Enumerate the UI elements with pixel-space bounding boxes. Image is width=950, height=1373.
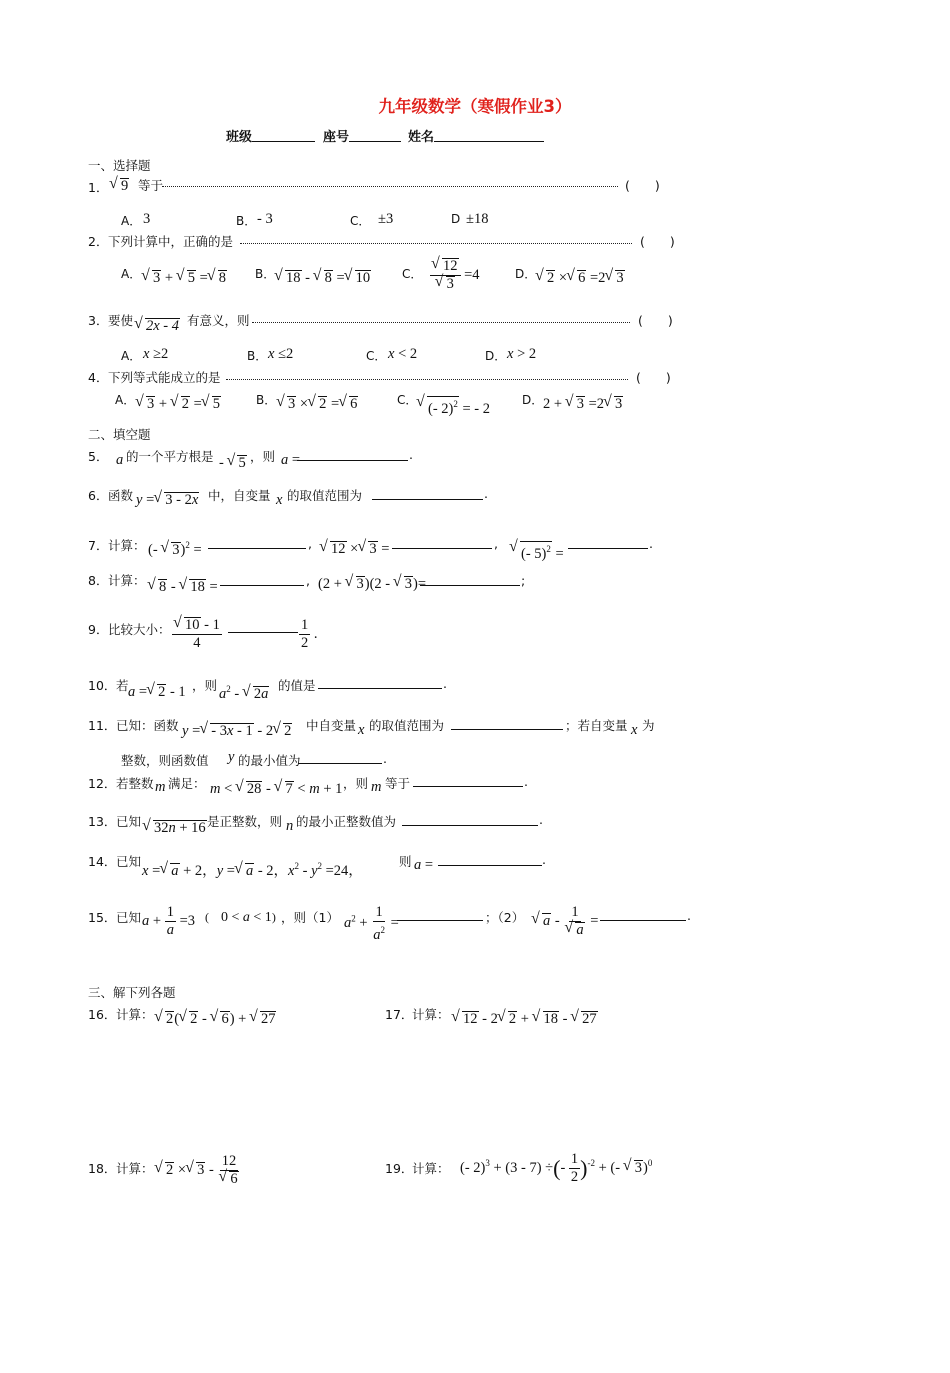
q4-option-d[interactable]: 2 + √ 3 =2√ 3 [543, 396, 623, 413]
q7-answer-blank-2[interactable] [392, 548, 492, 549]
q3-number: 3． [88, 313, 109, 328]
q6-number: 6． [88, 488, 109, 503]
q1-option-b-label: B． [236, 214, 257, 228]
q2-option-c[interactable]: √ 12 √ 3 =4 [430, 258, 480, 293]
q10-period: . [443, 676, 447, 691]
q1-option-b[interactable]: - 3 [257, 211, 273, 227]
q15-answer-blank-2[interactable] [600, 920, 686, 921]
q12-number: 12． [88, 776, 117, 791]
q6-text-b: 中，自变量 [208, 488, 271, 503]
q14-then: 则 [399, 854, 412, 869]
q4-option-c[interactable]: √ (- 2)$^2$ = - 2 [417, 396, 490, 418]
q12-period: . [524, 774, 528, 789]
q18-number: 18． [88, 1161, 117, 1176]
q7-answer-blank-1[interactable] [208, 548, 306, 549]
q10-text-a: 若 [116, 678, 129, 693]
q2-answer-paren[interactable]: ( ) [640, 234, 675, 249]
q16-text: 计算： [116, 1007, 154, 1022]
q3-option-c-label: C． [366, 349, 387, 363]
q6-text-a: 函数 [108, 488, 134, 503]
q19-text: 计算： [412, 1161, 450, 1176]
q13-text-a: 已知 [116, 814, 142, 829]
q6-text-c: 的取值范围为 [287, 488, 363, 503]
q5-expr: - √ 5 [219, 455, 247, 472]
q15-text-b: ，则（1） [281, 910, 339, 925]
q6-answer-blank[interactable] [372, 499, 483, 500]
q4-leader [226, 379, 628, 380]
q16-number: 16． [88, 1007, 117, 1022]
page-title: 九年级数学（寒假作业3） [378, 97, 572, 116]
q5-number: 5． [88, 449, 109, 464]
q15-number: 15． [88, 910, 117, 925]
q19-expr: (- 2)$^3$ + (3 - 7) ÷(- $\frac{1}{2}$ )$^{-2}$ + (- √ 3)$^0$ [460, 1151, 652, 1186]
q10-text-b: ，则 [192, 678, 218, 693]
q12-text-b: 满足： [168, 776, 206, 791]
q4-option-b-label: B． [256, 393, 277, 407]
q15-answer-blank-1[interactable] [397, 920, 483, 921]
q7-expr-3: √ (- 5)$^2$ = [510, 541, 564, 563]
q14-expr: x =√ a + 2，y =√ a - 2，$x^2 - y^2 =24$， [142, 859, 363, 880]
seat-blank[interactable] [349, 141, 401, 142]
name-label: 姓名 [408, 130, 435, 145]
q11-expr: y =√ - 3x - 1 - 2√ 2 [182, 723, 292, 740]
q14-answer-blank[interactable] [438, 865, 542, 866]
q10-number: 10． [88, 678, 117, 693]
q11-answer-blank-1[interactable] [451, 729, 563, 730]
q15-text-c: ；（2） [485, 910, 525, 925]
q2-option-d[interactable]: √ 2 ×√ 6 =2√ 3 [536, 270, 625, 287]
q19-number: 19． [385, 1161, 414, 1176]
q8-comma: , [306, 573, 310, 588]
section-solve: 三、解下列各题 [88, 985, 176, 1000]
q4-answer-paren[interactable]: ( ) [636, 370, 671, 385]
q9-answer-blank[interactable] [228, 632, 298, 633]
q8-expr-1: √ 8 - √ 18 = [148, 579, 218, 596]
q13-expr: √ 32n + 16 [143, 820, 207, 837]
q17-text: 计算： [412, 1007, 450, 1022]
q9-expr-right: $\frac{1}{2}$ . [301, 617, 318, 651]
q5-period: . [409, 447, 413, 462]
q9-number: 9． [88, 622, 109, 637]
q2-option-b[interactable]: √ 18 - √ 8 =√ 10 [275, 270, 371, 287]
q8-text: 计算： [108, 573, 146, 588]
q4-option-d-label: D． [522, 393, 544, 407]
q3-option-a-label: A． [121, 349, 142, 363]
q10-answer-blank[interactable] [318, 688, 442, 689]
seat-label: 座号 [323, 130, 350, 145]
q11-text-b: 中自变量 [306, 718, 357, 733]
q18-expr: √ 2 ×√ 3 - 12 √ 6 [155, 1153, 241, 1188]
q1-option-a[interactable]: 3 [143, 211, 151, 227]
q16-expr: √ 2(√ 2 - √ 6) + √ 27 [155, 1011, 276, 1028]
q8-number: 8． [88, 573, 109, 588]
q7-answer-blank-3[interactable] [568, 548, 648, 549]
q1-option-d[interactable]: ±18 [466, 211, 489, 227]
q3-option-d[interactable]: x > 2 [507, 346, 537, 362]
q7-period: . [649, 536, 653, 551]
q3-option-d-label: D． [485, 349, 507, 363]
q9-text: 比较大小： [108, 622, 171, 637]
q11-text-a: 已知：函数 [116, 718, 179, 733]
q11-text-f: 整数，则函数值 [121, 753, 209, 768]
q12-text-a: 若整数 [116, 776, 154, 791]
q11-var-x: x [358, 722, 365, 738]
q6-expr: y =√ 3 - 2x [136, 492, 199, 509]
q7-number: 7． [88, 538, 109, 553]
q2-option-c-label: C． [402, 267, 423, 281]
q13-text-c: 的最小正整数值为 [296, 814, 397, 829]
q1-number: 1． [88, 180, 109, 195]
q2-option-b-label: B． [255, 267, 276, 281]
q11-text-e: 为 [642, 718, 655, 733]
q12-var-m2: m [371, 779, 382, 795]
q15-expr-1: $a^2$ + $\frac{1}{a^2}$ = [344, 904, 399, 943]
q12-expr: m < √ 28 - √ 7 < m + 1 [210, 781, 342, 798]
q15-expr-2: √ a - 1 √ a = [532, 904, 598, 939]
q1-answer-paren[interactable]: ( ) [625, 178, 660, 193]
q6-var-x: x [276, 492, 283, 508]
q14-period: . [542, 852, 546, 867]
q11-text-c: 的取值范围为 [369, 718, 445, 733]
q3-text-b: 有意义，则 [187, 313, 250, 328]
q8-answer-blank-2[interactable] [420, 585, 520, 586]
q3-leader [252, 322, 630, 323]
q14-var-a: a = [414, 857, 434, 873]
q4-option-b[interactable]: √ 3 ×√ 2 =√ 6 [277, 396, 358, 413]
q13-number: 13． [88, 814, 117, 829]
q13-var-n: n [286, 818, 294, 834]
q15-given: a + $\frac{1}{a}$ =3 [142, 904, 195, 938]
section-fill: 二、填空题 [88, 427, 151, 442]
q1-option-c-label: C． [350, 214, 371, 228]
class-blank[interactable] [252, 141, 315, 142]
q7-comma-1: , [308, 536, 312, 551]
q6-period: . [484, 486, 488, 501]
q2-leader [240, 243, 632, 244]
q1-option-d-label: D [451, 212, 461, 226]
q1-option-a-label: A． [121, 214, 142, 228]
q11-number: 11． [88, 718, 117, 733]
q3-option-a[interactable]: x ≥2 [143, 346, 169, 362]
q5-answer-blank[interactable] [297, 460, 408, 461]
q15-text-a: 已知 [116, 910, 142, 925]
q5-text-a: 的一个平方根是 [126, 449, 214, 464]
q12-text-d: 等于 [385, 776, 411, 791]
q11-text-g: 的最小值为 [238, 753, 301, 768]
q5-var-a: a [116, 452, 124, 468]
q8-semicolon: ; [521, 573, 526, 588]
q12-answer-blank[interactable] [413, 786, 523, 787]
q14-text: 已知 [116, 854, 142, 869]
q3-answer-paren[interactable]: ( ) [638, 313, 673, 328]
q8-answer-blank-1[interactable] [220, 585, 304, 586]
name-blank[interactable] [434, 141, 544, 142]
q3-option-b-label: B． [247, 349, 268, 363]
q12-var-m: m [155, 779, 166, 795]
q5-text-b: ，则 [250, 449, 276, 464]
q7-expr-1: (- √ 3)$^2$ = [148, 540, 202, 559]
q4-option-a-label: A． [115, 393, 136, 407]
q5-var-a2: a = [281, 452, 301, 468]
q11-answer-blank-2[interactable] [298, 763, 382, 764]
q12-text-c: ，则 [343, 776, 369, 791]
q11-var-y: y [228, 749, 235, 765]
q3-expr: √ 2x - 4 [135, 318, 180, 335]
q3-option-c[interactable]: x < 2 [388, 346, 418, 362]
q9-expr-left: √ $\frac{10 - 1}{4}$ [172, 617, 222, 652]
class-label: 班级 [226, 130, 253, 145]
q3-option-b[interactable]: x ≤2 [268, 346, 294, 362]
q2-text: 下列计算中，正确的是 [108, 234, 234, 249]
q17-number: 17． [385, 1007, 414, 1022]
q13-answer-blank[interactable] [402, 825, 538, 826]
q10-text-c: 的值是 [278, 678, 316, 693]
q13-text-b: 是正整数，则 [207, 814, 283, 829]
q15-range: ( 0 < a < 1) [205, 910, 276, 925]
q2-option-a[interactable]: √ 3 + √ 5 =√ 8 [142, 270, 227, 287]
q15-period: . [687, 908, 691, 923]
q10-expr-1: a =√ 2 - 1 [128, 684, 186, 701]
q4-option-c-label: C． [397, 393, 418, 407]
q11-period: . [383, 751, 387, 766]
q4-text: 下列等式能成立的是 [108, 370, 221, 385]
q18-text: 计算： [116, 1161, 154, 1176]
q11-var-x2: x [631, 722, 638, 738]
q4-number: 4． [88, 370, 109, 385]
q4-option-a[interactable]: √ 3 + √ 2 =√ 5 [136, 396, 221, 413]
q7-expr-2: √ 12 ×√ 3 = [320, 541, 389, 558]
q7-text: 计算： [108, 538, 146, 553]
q8-expr-2: (2 + √ 3)(2 - √ 3)= [318, 576, 426, 593]
q7-comma-2: , [494, 536, 498, 551]
q3-text-a: 要使 [108, 313, 134, 328]
q2-option-d-label: D． [515, 267, 537, 281]
q10-expr-2: $a^2$ - √ 2a [219, 684, 269, 703]
q2-number: 2． [88, 234, 109, 249]
q14-number: 14． [88, 854, 117, 869]
q1-expr: √ 9 [110, 178, 129, 195]
q11-text-d: ；若自变量 [565, 718, 628, 733]
q13-period: . [539, 812, 543, 827]
q2-option-a-label: A． [121, 267, 142, 281]
q1-option-c[interactable]: ±3 [378, 211, 394, 227]
q17-expr: √ 12 - 2√ 2 + √ 18 - √ 27 [452, 1011, 598, 1028]
section-choice: 一、选择题 [88, 158, 151, 173]
q1-leader [162, 186, 618, 187]
q1-text: 等于 [138, 178, 164, 193]
